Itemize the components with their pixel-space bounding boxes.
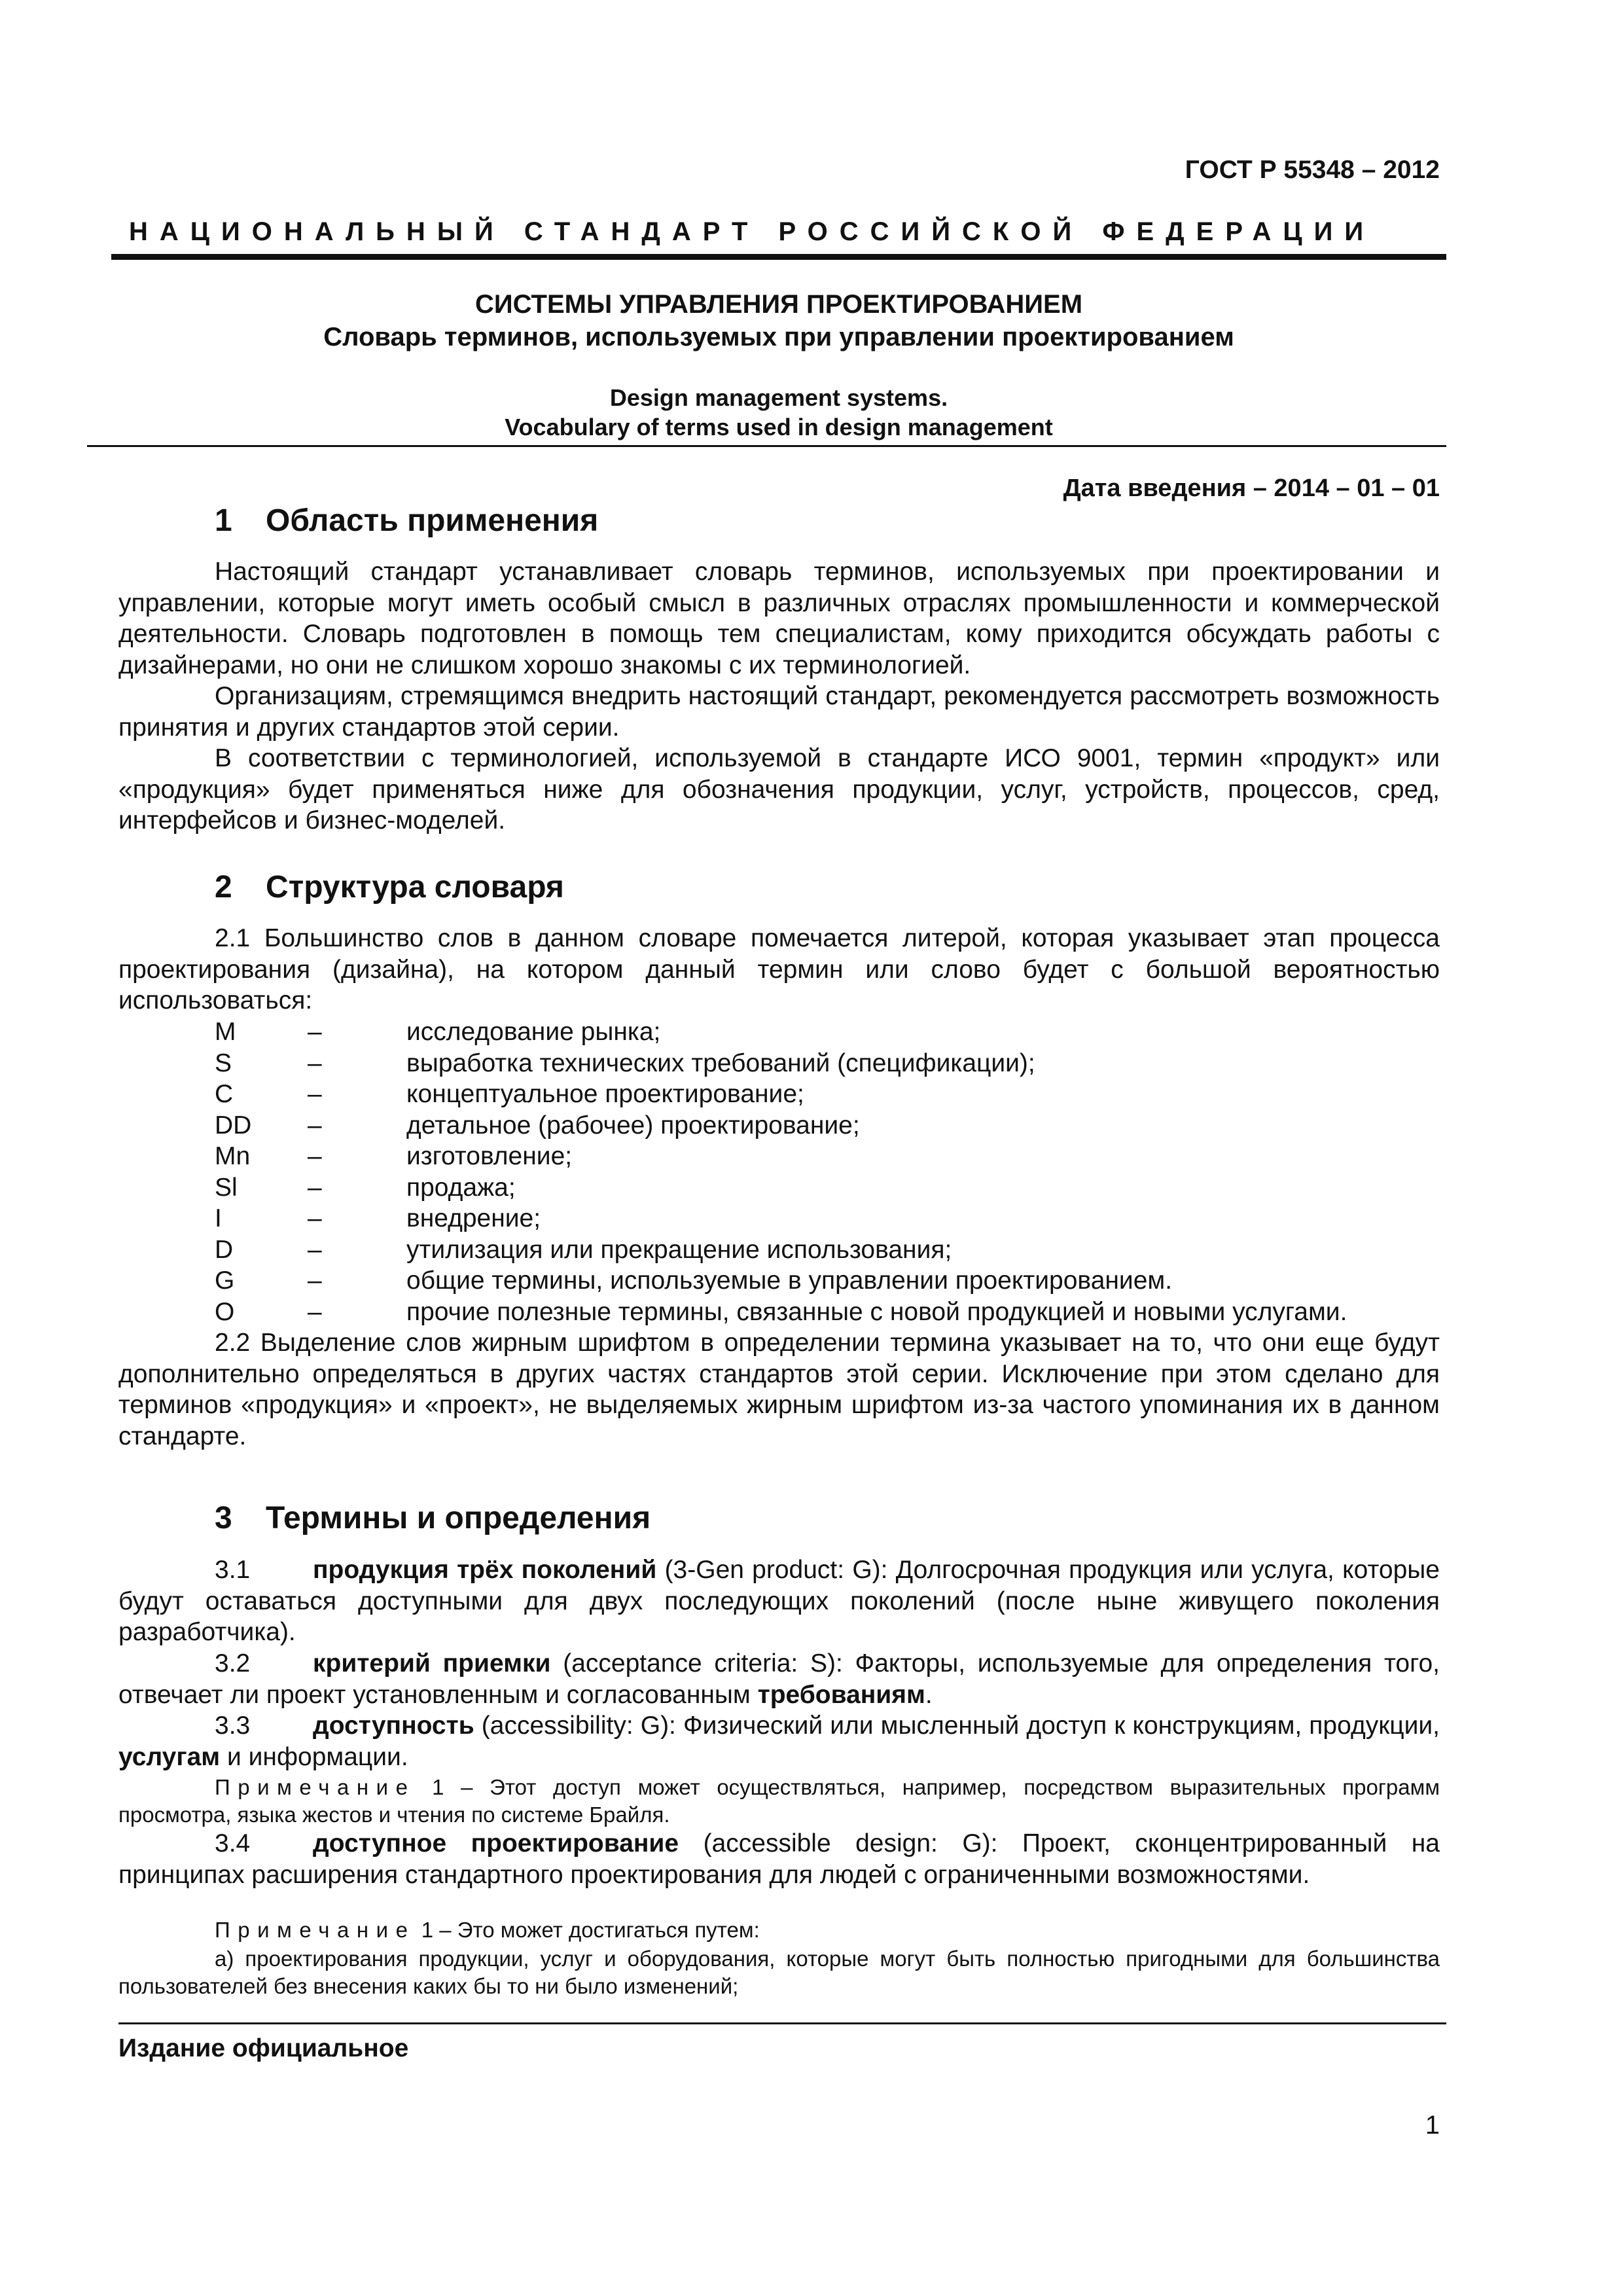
term-3-2-number: 3.2 — [215, 1649, 251, 1677]
term-3-4-note-item: а) проектирования продукции, услуг и оборудования, которые могут быть полностью пригодными для большинства пользователей без внесения каких бы то ни было изменений; — [118, 1946, 1440, 1998]
term-3-3-definition-a: (accessibility: G): Физический или мысленный доступ к конструкциям, продукции, — [481, 1712, 1440, 1740]
stage-code: S — [215, 1049, 232, 1077]
term-3-2-definition-a: (acceptance criteria: S): Факторы, используемые для определения того, отвечает ли проект установленным и согласованным — [118, 1649, 1440, 1709]
doc-number: ГОСТ Р 55348 – 2012 — [1185, 156, 1440, 184]
stage-code-description: утилизация или прекращение использования; — [406, 1235, 952, 1264]
stage-code-description: изготовление; — [406, 1142, 573, 1170]
section-3-heading — [215, 1500, 651, 1536]
stage-code-description: концептуальное проектирование; — [406, 1080, 804, 1108]
title-en-line1: Design management systems. — [609, 384, 948, 411]
stage-code-dash: – — [308, 1142, 322, 1170]
term-3-3-note-label: Примечание — [215, 1775, 416, 1799]
section-2-paragraph-2: 2.2 Выделение слов жирным шрифтом в определении термина указывает на то, что они еще будут дополнительно определяться в других частях стандартов этой серии. Исключение при этом сделано для терминов «продукция» и «проект», не выделяемых жирным шрифтом из-за частого упоминания их в данном стандарте. — [118, 1329, 1440, 1450]
edition-label: Издание официальное — [118, 2034, 409, 2062]
banner-rule — [111, 254, 1446, 260]
term-3-3-definition-b: и информации. — [227, 1742, 408, 1771]
stage-code-description: внедрение; — [406, 1204, 541, 1232]
stage-code-dash: – — [308, 1266, 322, 1295]
stage-code-dash: – — [308, 1080, 322, 1108]
section-1-title: Область применения — [266, 503, 599, 538]
stage-code-description: продажа; — [406, 1173, 516, 1202]
term-3-4-note-label: Примечание — [215, 1918, 416, 1942]
stage-code-dash: – — [308, 1173, 322, 1202]
stage-code-dash: – — [308, 1235, 322, 1264]
term-3-2-term: критерий приемки — [313, 1649, 551, 1677]
footer-rule — [118, 2022, 1446, 2024]
title-ru-line2: Словарь терминов, используемых при управлении проектированием — [323, 323, 1234, 351]
term-3-2-bold-word: требованиям — [757, 1680, 925, 1709]
term-3-3-number: 3.3 — [215, 1712, 251, 1740]
term-3-4-number: 3.4 — [215, 1829, 251, 1857]
section-3-number: 3 — [215, 1501, 232, 1535]
section-1-number: 1 — [215, 503, 232, 538]
title-en-line2: Vocabulary of terms used in design management — [505, 414, 1053, 440]
stage-code-dash: – — [308, 1204, 322, 1232]
term-3-1-number: 3.1 — [215, 1556, 251, 1584]
page-number: 1 — [1425, 2111, 1440, 2140]
section-2-paragraph-1: 2.1 Большинство слов в данном словаре помечается литерой, которая указывает этап процесса проектирования (дизайна), на котором данный термин или слово будет с большой вероятностью использоваться: — [118, 924, 1440, 1014]
stage-code-dash: – — [308, 1049, 322, 1077]
stage-code-description: выработка технических требований (спецификации); — [406, 1049, 1035, 1077]
stage-code: Mn — [215, 1142, 251, 1170]
term-3-2 — [118, 1648, 1440, 1710]
section-1-paragraph-1: Настоящий стандарт устанавливает словарь терминов, используемых при проектировании и управлении, которые могут иметь особый смысл в различных отраслях промышленности и коммерческой деятельности. Словарь подготовлен в помощь тем специалистам, кому приходится обсуждать работы с дизайнерами, но они не слишком хорошо знакомы с их терминологией. — [118, 558, 1440, 679]
title-rule — [87, 445, 1446, 447]
stage-code-dash: – — [308, 1018, 322, 1046]
stage-code: C — [215, 1080, 234, 1108]
stage-code-description: прочие полезные термины, связанные с новой продукцией и новыми услугами. — [406, 1297, 1347, 1326]
title-ru-line1: СИСТЕМЫ УПРАВЛЕНИЯ ПРОЕКТИРОВАНИЕМ — [474, 290, 1083, 319]
section-2-title: Структура словаря — [266, 870, 564, 905]
term-3-3 — [118, 1710, 1440, 1772]
stage-code: Sl — [215, 1173, 238, 1202]
term-3-1-definition: (3-Gen product: G): Долгосрочная продукция или услуга, которые будут оставаться доступными для двух последующих поколений (после ныне живущего поколения разработчика). — [118, 1556, 1440, 1646]
stage-code-dash: – — [308, 1297, 322, 1326]
stage-code: DD — [215, 1111, 252, 1139]
term-3-3-note — [118, 1774, 1440, 1829]
stage-code: G — [215, 1266, 235, 1295]
term-3-1 — [118, 1554, 1440, 1648]
national-standard-banner: НАЦИОНАЛЬНЫЙ СТАНДАРТ РОССИЙСКОЙ ФЕДЕРАЦИИ — [129, 217, 1376, 246]
term-3-3-term: доступность — [313, 1712, 474, 1740]
term-3-3-note-text: 1 – Этот доступ может осуществляться, например, посредством выразительных программ просмотра, языка жестов и чтения по системе Брайля. — [118, 1775, 1440, 1827]
stage-code: O — [215, 1297, 235, 1326]
effective-date: Дата введения – 2014 – 01 – 01 — [1063, 475, 1440, 502]
term-3-4 — [118, 1828, 1440, 1890]
stage-code: D — [215, 1235, 234, 1264]
term-3-4-definition: (accessible design: G): Проект, сконцентрированный на принципах расширения стандартного проектирования для людей с ограниченными возможностями. — [118, 1829, 1440, 1889]
term-3-2-definition-b: . — [925, 1680, 933, 1709]
term-3-1-term: продукция трёх поколений — [313, 1556, 657, 1584]
section-3-title: Термины и определения — [266, 1501, 651, 1535]
term-3-4-note-text: 1 – Это может достигаться путем: — [421, 1918, 760, 1942]
section-2-number: 2 — [215, 870, 232, 905]
stage-code-description: общие термины, используемые в управлении проектированием. — [406, 1266, 1173, 1295]
stage-code: M — [215, 1018, 236, 1046]
stage-code-description: исследование рынка; — [406, 1018, 661, 1046]
stage-code: I — [215, 1204, 222, 1232]
term-3-4-note — [118, 1916, 1440, 1944]
section-2-heading — [215, 869, 564, 905]
section-1-paragraph-3: В соответствии с терминологией, используемой в стандарте ИСО 9001, термин «продукт» или «продукция» будет применяться ниже для обозначения продукции, услуг, устройств, процессов, сред, интерфейсов и бизнес-моделей. — [118, 744, 1440, 834]
stage-code-description: детальное (рабочее) проектирование; — [406, 1111, 860, 1139]
section-1-heading — [215, 503, 598, 539]
section-1-paragraph-2: Организациям, стремящимся внедрить настоящий стандарт, рекомендуется рассмотреть возможность принятия и других стандартов этой серии. — [118, 682, 1440, 742]
term-3-4-term: доступное проектирование — [313, 1829, 679, 1857]
term-3-3-bold-word: услугам — [118, 1742, 221, 1771]
stage-code-dash: – — [308, 1111, 322, 1139]
